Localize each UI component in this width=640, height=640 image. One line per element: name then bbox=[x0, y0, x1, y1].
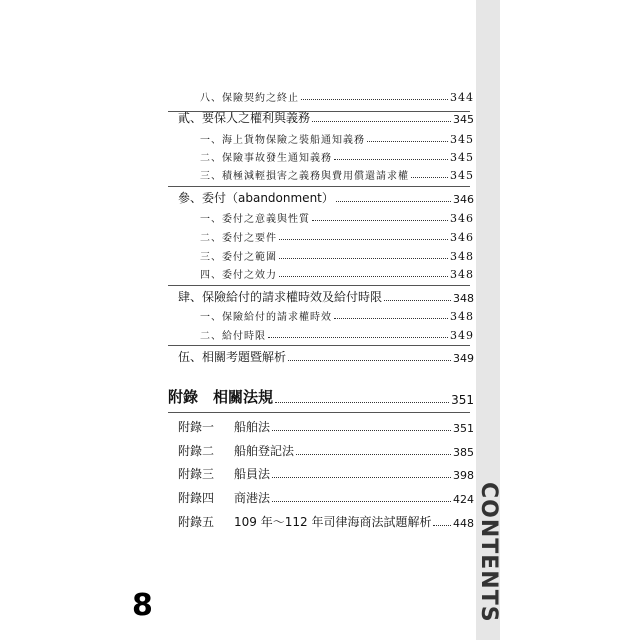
toc-entry[interactable] bbox=[178, 289, 474, 305]
appendix-item-number: 附錄三 bbox=[178, 467, 215, 481]
appendix-item-title: 商港法 bbox=[234, 491, 271, 505]
toc-entry-label: 一、委付之意義與性質 bbox=[200, 214, 310, 225]
toc-entry-label: 貳、要保人之權利與義務 bbox=[178, 111, 311, 125]
toc-entry-label: 二、給付時限 bbox=[200, 331, 266, 342]
toc-entry-label: 三、積極減輕損害之義務與費用償還請求權 bbox=[200, 171, 409, 182]
appendix-item-page: 448 bbox=[453, 517, 474, 530]
toc-entry-page: 348 bbox=[450, 250, 474, 263]
appendix-heading-page: 351 bbox=[451, 393, 474, 407]
leader-dots bbox=[334, 318, 448, 319]
toc-entry[interactable] bbox=[200, 247, 474, 263]
toc-entry-page: 346 bbox=[450, 231, 474, 244]
appendix-item-number: 附錄五 bbox=[178, 515, 215, 529]
leader-dots bbox=[275, 402, 449, 403]
leader-dots bbox=[411, 177, 448, 178]
toc-entry-page: 345 bbox=[450, 169, 474, 182]
leader-dots bbox=[296, 454, 451, 455]
toc-entry-label: 四、委付之效力 bbox=[200, 270, 277, 281]
appendix-item-number: 附錄二 bbox=[178, 444, 215, 458]
toc-entry-page: 348 bbox=[453, 292, 474, 305]
toc-entry[interactable] bbox=[200, 326, 474, 342]
toc-entry-page: 345 bbox=[450, 151, 474, 164]
appendix-item-page: 351 bbox=[453, 422, 474, 435]
appendix-item-number: 附錄四 bbox=[178, 491, 215, 505]
toc-entry-page: 345 bbox=[450, 133, 474, 146]
appendix-item-page: 398 bbox=[453, 469, 474, 482]
appendix-heading[interactable] bbox=[168, 387, 474, 407]
leader-dots bbox=[268, 337, 448, 338]
leader-dots bbox=[384, 300, 451, 301]
appendix-item[interactable] bbox=[178, 490, 474, 506]
section-divider bbox=[168, 186, 470, 187]
toc-entry-page: 344 bbox=[450, 91, 474, 104]
page-number: 8 bbox=[132, 588, 153, 623]
leader-dots bbox=[279, 276, 448, 277]
appendix-item[interactable] bbox=[178, 466, 474, 482]
leader-dots bbox=[279, 258, 448, 259]
toc-entry-label: 肆、保險給付的請求權時效及給付時限 bbox=[178, 290, 383, 304]
section-divider bbox=[168, 412, 470, 413]
appendix-heading-label: 附錄 相關法規 bbox=[168, 388, 274, 406]
leader-dots bbox=[433, 525, 451, 526]
section-divider bbox=[168, 285, 470, 286]
toc-entry-page: 349 bbox=[453, 352, 474, 365]
toc-entry-page: 346 bbox=[450, 212, 474, 225]
toc-entry-page: 349 bbox=[450, 329, 474, 342]
toc-entry[interactable] bbox=[200, 148, 474, 164]
section-divider bbox=[168, 345, 470, 346]
appendix-item[interactable] bbox=[178, 419, 474, 435]
appendix-item[interactable] bbox=[178, 443, 474, 459]
appendix-item-title: 船舶登記法 bbox=[234, 444, 295, 458]
appendix-item-number: 附錄一 bbox=[178, 420, 215, 434]
appendix-item[interactable] bbox=[178, 514, 474, 530]
appendix-item-page: 385 bbox=[453, 446, 474, 459]
leader-dots bbox=[288, 360, 451, 361]
leader-dots bbox=[272, 501, 451, 502]
leader-dots bbox=[334, 159, 448, 160]
toc-entry[interactable] bbox=[200, 166, 474, 182]
leader-dots bbox=[312, 121, 451, 122]
toc-entry[interactable] bbox=[200, 228, 474, 244]
toc-entry[interactable] bbox=[200, 307, 474, 323]
leader-dots bbox=[301, 99, 448, 100]
leader-dots bbox=[336, 201, 451, 202]
appendix-item-title: 109 年～112 年司律海商法試題解析 bbox=[234, 515, 432, 529]
toc-entry[interactable] bbox=[200, 130, 474, 146]
leader-dots bbox=[279, 239, 448, 240]
toc-entry-label: 一、海上貨物保險之裝船通知義務 bbox=[200, 135, 365, 146]
toc-entry-label: 參、委付（abandonment） bbox=[178, 191, 334, 205]
toc-entry-page: 345 bbox=[453, 113, 474, 126]
toc-entry[interactable] bbox=[200, 209, 474, 225]
leader-dots bbox=[312, 220, 448, 221]
toc-entry[interactable] bbox=[178, 110, 474, 126]
toc-entry-label: 三、委付之範圍 bbox=[200, 252, 277, 263]
toc-entry[interactable] bbox=[178, 349, 474, 365]
toc-entry[interactable] bbox=[178, 190, 474, 206]
leader-dots bbox=[272, 477, 451, 478]
appendix-item-page: 424 bbox=[453, 493, 474, 506]
leader-dots bbox=[272, 430, 451, 431]
contents-label: CONTENTS bbox=[476, 482, 501, 623]
appendix-item-title: 船員法 bbox=[234, 467, 271, 481]
toc-entry[interactable] bbox=[200, 88, 474, 104]
toc-entry-page: 348 bbox=[450, 310, 474, 323]
toc-entry[interactable] bbox=[200, 265, 474, 281]
toc-entry-page: 348 bbox=[450, 268, 474, 281]
toc-entry-label: 伍、相關考題暨解析 bbox=[178, 350, 287, 364]
leader-dots bbox=[367, 141, 448, 142]
appendix-item-title: 船舶法 bbox=[234, 420, 271, 434]
toc-entry-label: 二、委付之要件 bbox=[200, 233, 277, 244]
toc-entry-label: 八、保險契約之終止 bbox=[200, 93, 299, 104]
toc-entry-label: 二、保險事故發生通知義務 bbox=[200, 153, 332, 164]
toc-entry-label: 一、保險給付的請求權時效 bbox=[200, 312, 332, 323]
toc-entry-page: 346 bbox=[453, 193, 474, 206]
